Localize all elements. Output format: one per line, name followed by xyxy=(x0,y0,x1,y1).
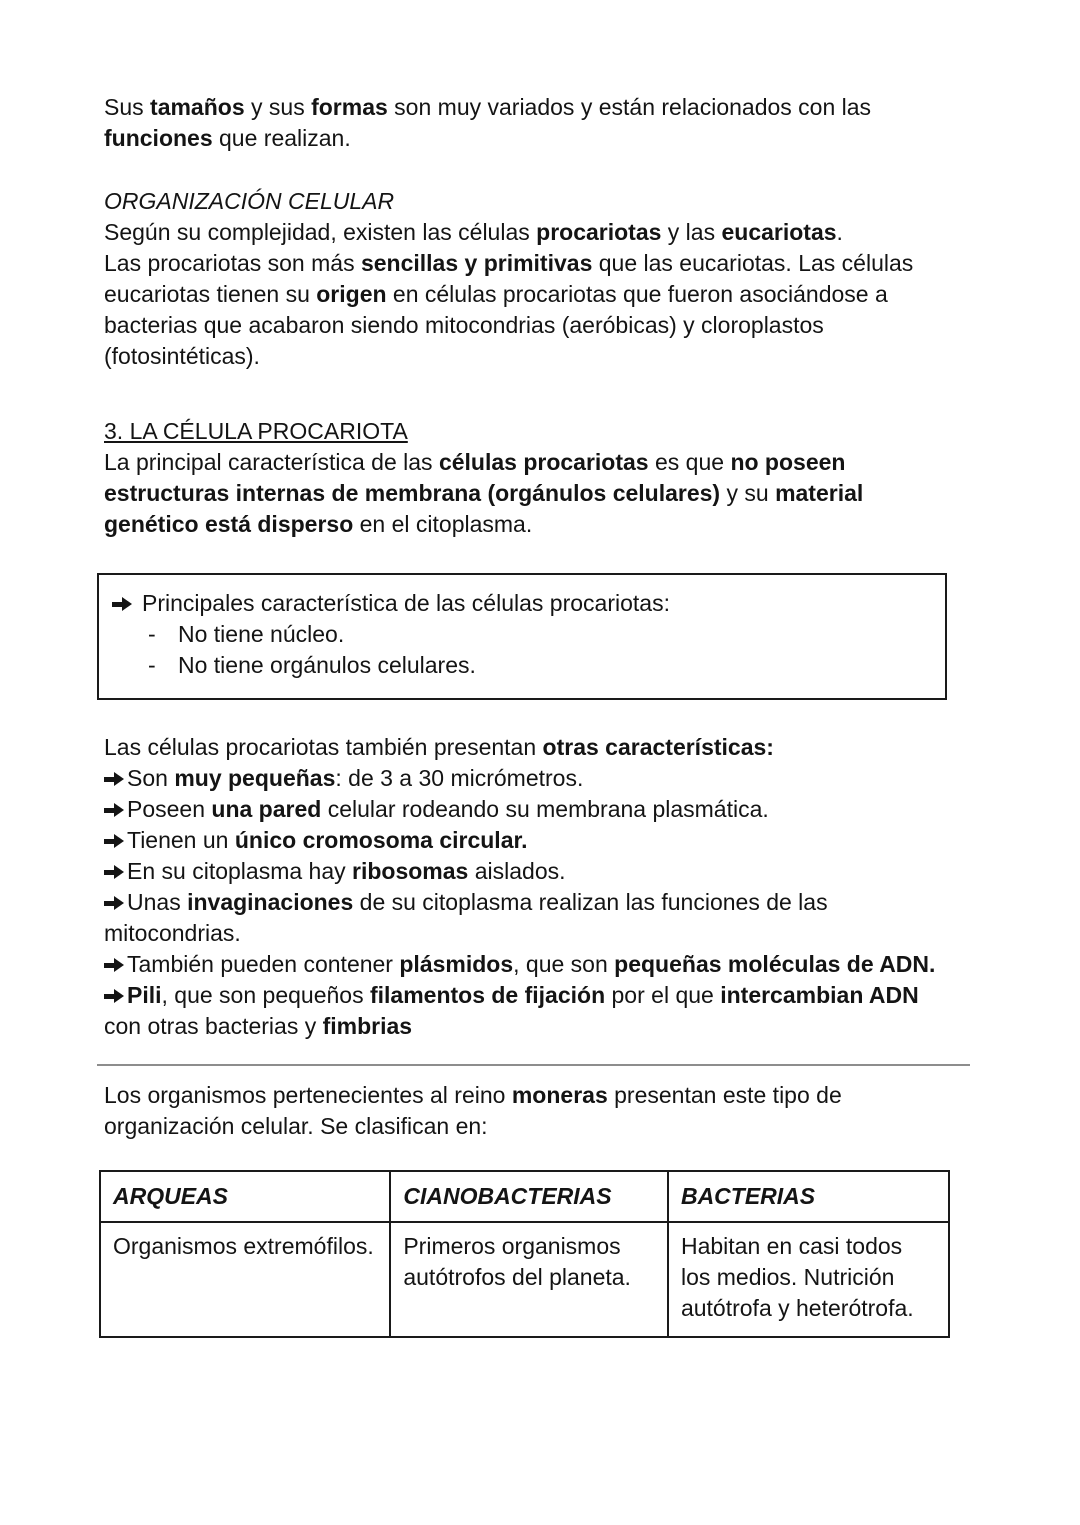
bullet-item-text: Tienen un único cromosoma circular. xyxy=(127,827,528,853)
bullet-item xyxy=(104,980,962,1042)
section-procariota xyxy=(104,416,962,540)
bullet-item-text: Unas invaginaciones de su citoplasma realizan las funciones de las mitocondrias. xyxy=(104,889,828,946)
moneras-table-body xyxy=(100,1222,949,1337)
moneras-table-head xyxy=(100,1171,949,1222)
arrow-bullet-icon xyxy=(104,803,125,818)
section-divider xyxy=(97,1064,970,1066)
bullet-item xyxy=(104,763,962,794)
highlight-box-item xyxy=(112,619,931,650)
section-organizacion xyxy=(104,186,962,372)
bullet-item xyxy=(104,794,962,825)
bullet-item-text: También pueden contener plásmidos, que son pequeñas moléculas de ADN. xyxy=(127,951,936,977)
table-cell-arqueas: Organismos extremófilos. xyxy=(100,1222,390,1337)
arrow-bullet-icon xyxy=(104,989,125,1004)
section-caracteristicas xyxy=(104,732,962,1042)
arrow-bullet-icon xyxy=(104,865,125,880)
arrow-bullet-icon xyxy=(104,834,125,849)
table-header-cianobacterias: CIANOBACTERIAS xyxy=(390,1171,668,1222)
arrow-bullet-icon xyxy=(104,958,125,973)
arrow-bullet-icon xyxy=(112,597,133,612)
highlight-box-item xyxy=(112,650,931,681)
caracteristicas-intro: Las células procariotas también presentan otras características: xyxy=(104,734,774,760)
moneras-table xyxy=(99,1170,950,1338)
highlight-box-item-text: No tiene orgánulos celulares. xyxy=(178,652,476,678)
table-cell-cianobacterias: Primeros organismos autótrofos del planeta. xyxy=(390,1222,668,1337)
dash-bullet: - xyxy=(148,621,156,647)
highlight-box xyxy=(97,573,947,700)
organizacion-body: Las procariotas son más sencillas y primitivas que las eucariotas. Las células eucariotas tienen su origen en células procariotas que fueron asociándose a bacterias que acabaron siendo mitocondrias (aeróbicas) y cloroplastos (fotosintéticas). xyxy=(104,250,914,369)
procariota-heading: 3. LA CÉLULA PROCARIOTA xyxy=(104,418,408,444)
highlight-box-title-line xyxy=(112,588,931,619)
table-header-arqueas: ARQUEAS xyxy=(100,1171,390,1222)
moneras-paragraph: Los organismos pertenecientes al reino moneras presentan este tipo de organización celular. Se clasifican en: xyxy=(104,1082,842,1139)
bullet-item-text: En su citoplasma hay ribosomas aislados. xyxy=(127,858,566,884)
arrow-bullet-icon xyxy=(104,896,125,911)
table-header-row xyxy=(100,1171,949,1222)
dash-bullet: - xyxy=(148,652,156,678)
arrow-bullet-icon xyxy=(104,772,125,787)
intro-paragraph: Sus tamaños y sus formas son muy variados y están relacionados con las funciones que realizan. xyxy=(104,94,872,151)
table-header-bacterias: BACTERIAS xyxy=(668,1171,949,1222)
bullet-item-text: Poseen una pared celular rodeando su membrana plasmática. xyxy=(127,796,769,822)
procariota-body: La principal característica de las células procariotas es que no poseen estructuras internas de membrana (orgánulos celulares) y su material genético está disperso en el citoplasma. xyxy=(104,449,864,537)
bullet-item xyxy=(104,887,962,949)
bullet-item-text: Son muy pequeñas: de 3 a 30 micrómetros. xyxy=(127,765,584,791)
bullet-item xyxy=(104,825,962,856)
organizacion-line1: Según su complejidad, existen las células procariotas y las eucariotas. xyxy=(104,219,843,245)
highlight-box-item-text: No tiene núcleo. xyxy=(178,621,345,647)
bullet-item-text: Pili, que son pequeños filamentos de fijación por el que intercambian ADN con otras bacterias y fimbrias xyxy=(104,982,919,1039)
organizacion-heading: ORGANIZACIÓN CELULAR xyxy=(104,188,395,214)
table-row xyxy=(100,1222,949,1337)
table-cell-bacterias: Habitan en casi todos los medios. Nutrición autótrofa y heterótrofa. xyxy=(668,1222,949,1337)
bullet-item xyxy=(104,949,962,980)
bullet-item xyxy=(104,856,962,887)
highlight-box-title: Principales característica de las células procariotas: xyxy=(142,590,670,616)
